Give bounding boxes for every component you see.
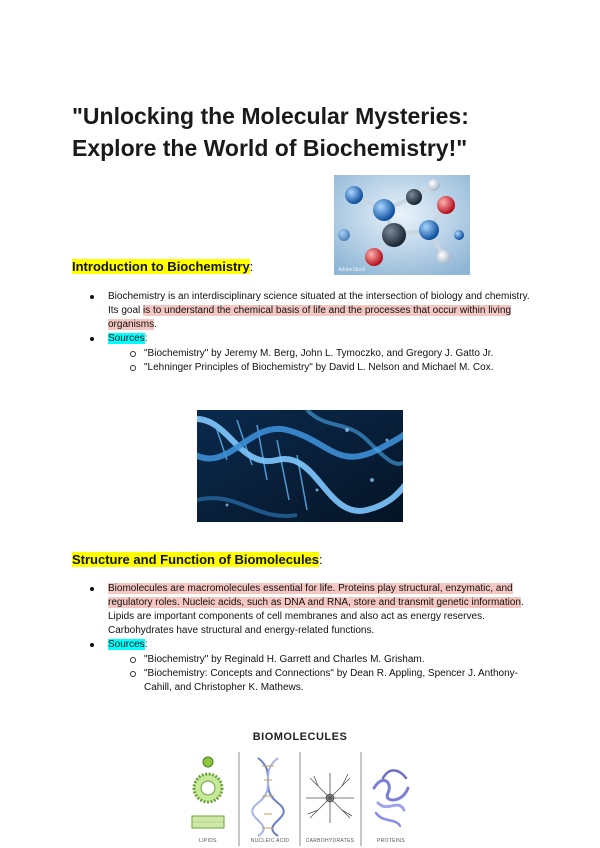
dna-illustration [197, 410, 403, 522]
sources-list [108, 347, 532, 375]
figure-label: PROTEINS [377, 838, 405, 844]
section-heading-introduction [72, 259, 253, 274]
introduction-list [72, 290, 532, 375]
sources-label: Sources [108, 639, 145, 650]
image-watermark: AdobeStock [338, 267, 365, 273]
source-item: "Biochemistry: Concepts and Connections" by Dean R. Appling, Spencer J. Anthony-Cahill, and Christopher K. Mathews. [72, 667, 532, 695]
molecule-image [334, 175, 470, 275]
section-heading-biomolecules [72, 552, 323, 567]
figure-title: BIOMOLECULES [252, 731, 348, 743]
heading-text: Structure and Function of Biomolecules [72, 552, 320, 567]
biomolecules-list [72, 582, 532, 695]
heading-text: Introduction to Biochemistry [72, 259, 250, 274]
page-title: "Unlocking the Molecular Mysteries: Explore the World of Biochemistry!" [72, 103, 469, 161]
sources-label: Sources [108, 333, 145, 344]
source-item: "Lehninger Principles of Biochemistry" by David L. Nelson and Michael M. Cox. [72, 361, 532, 375]
heading-colon: : [319, 552, 323, 567]
molecule-illustration [334, 175, 470, 275]
figure-label: LIPIDS [199, 838, 217, 844]
figure-label: NUCLEIC ACID [250, 838, 290, 844]
list-item: Biochemistry is an interdisciplinary science situated at the intersection of biology and chemistry. Its goal is to understand the chemical basis of life and the processes that occur within living organisms. [72, 290, 532, 332]
list-item-sources: Sources: "Biochemistry" by Jeremy M. Berg, John L. Tymoczko, and Gregory J. Gatto Jr. "Lehninger Principles of Biochemistry" by David L. Nelson and Michael M. Cox. [72, 332, 532, 375]
list-item: Biomolecules are macromolecules essential for life. Proteins play structural, enzymatic, and regulatory roles. Nucleic acids, such as DNA and RNA, store and transmit genetic information. Lipids are important components of cell membranes and also act as energy reserves. Carbohydrates have structural and energy-related functions. [72, 582, 532, 638]
heading-colon: : [249, 259, 254, 274]
source-item: "Biochemistry" by Jeremy M. Berg, John L. Tymoczko, and Gregory J. Gatto Jr. [72, 347, 532, 361]
list-item-sources: Sources: "Biochemistry" by Reginald H. Garrett and Charles M. Grisham. "Biochemistry: Concepts and Connections" by Dean R. Appling, Spencer J. Anthony-Cahill, and Christopher K. Mathews. [72, 638, 532, 695]
dna-image [197, 410, 403, 522]
source-item: "Biochemistry" by Reginald H. Garrett and Charles M. Grisham. [72, 653, 532, 667]
biomolecules-figure [178, 718, 422, 848]
sources-list [108, 653, 532, 695]
figure-label: CARBOHYDRATES [305, 838, 355, 844]
biomolecules-illustration [178, 718, 422, 848]
